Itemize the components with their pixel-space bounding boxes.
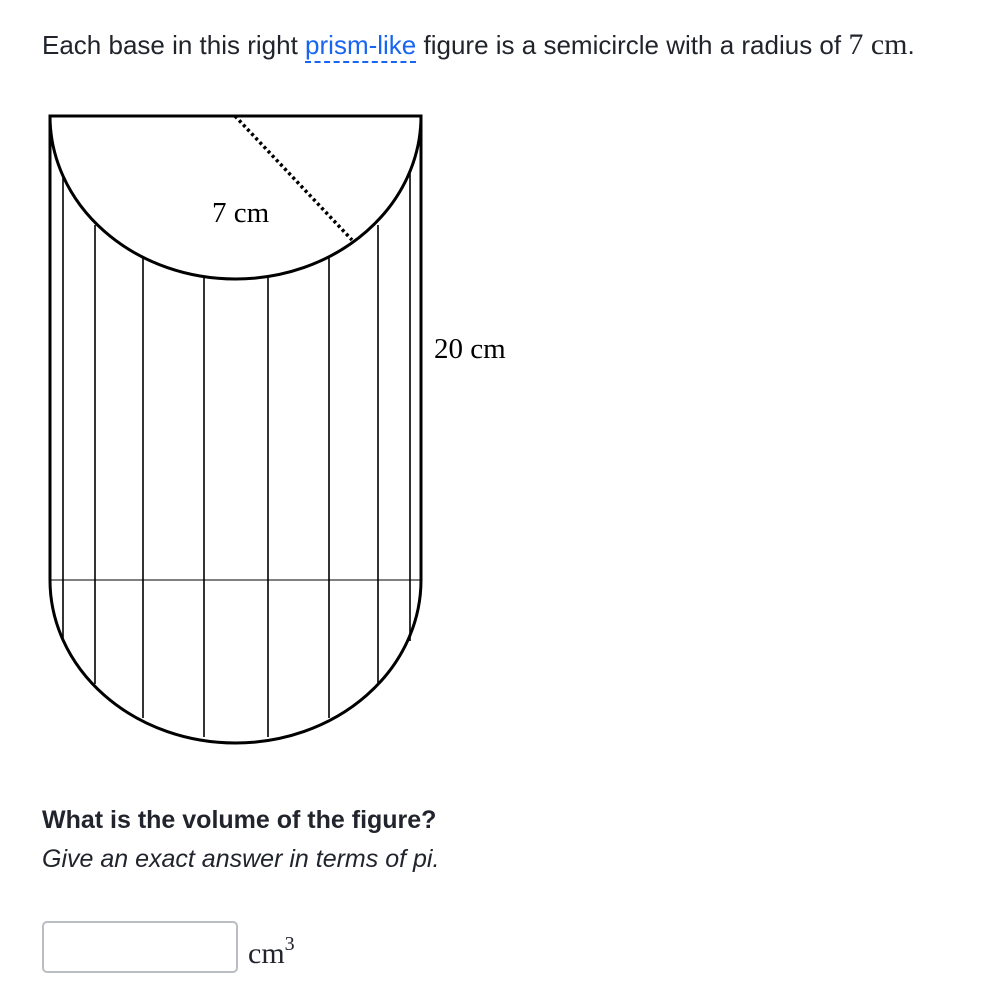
volume-answer-input[interactable] [42, 921, 238, 973]
prompt-text-middle: figure is a semicircle with a radius of [416, 30, 849, 60]
answer-hint: Give an exact answer in terms of pi. [42, 845, 440, 873]
prompt-period: . [907, 30, 915, 60]
bottom-arc [50, 580, 421, 743]
radius-value: 7 cm [848, 28, 908, 61]
answer-unit [248, 926, 295, 974]
prompt-text-start: Each base in this right [42, 30, 306, 60]
question-text: What is the volume of the figure? [42, 806, 437, 834]
prism-like-definition-link[interactable]: prism-like [305, 30, 416, 63]
unit-exponent: 3 [284, 933, 295, 955]
radius-label: 7 cm [212, 197, 270, 229]
height-label: 20 cm [434, 333, 506, 365]
unit-base: cm [248, 937, 285, 970]
